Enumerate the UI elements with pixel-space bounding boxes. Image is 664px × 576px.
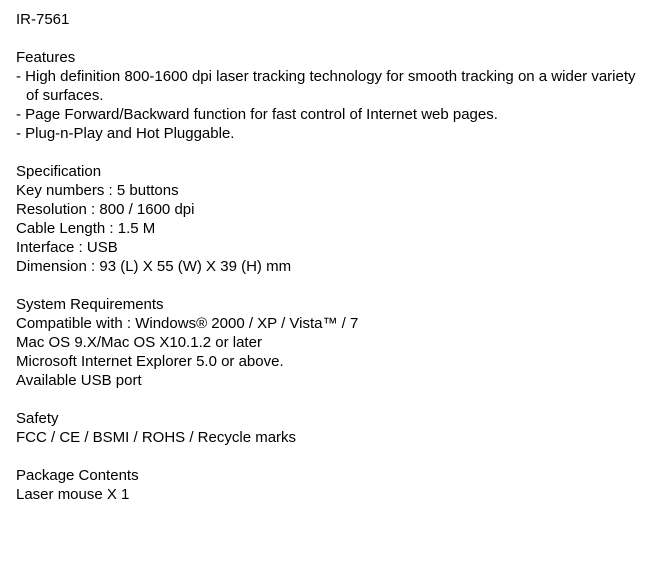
package-item: Laser mouse X 1 [16, 486, 130, 503]
safety-marks: FCC / CE / BSMI / ROHS / Recycle marks [16, 429, 297, 446]
requirement-mac-os: Mac OS 9.X/Mac OS X10.1.2 or later [16, 334, 262, 351]
requirement-usb-port: Available USB port [16, 372, 142, 389]
specification-heading: Specification [16, 163, 102, 180]
spec-cable-length: Cable Length : 1.5 M [16, 220, 156, 237]
requirement-compatibility: Compatible with : Windows® 2000 / XP / Vista™ / 7 [16, 315, 359, 332]
spec-resolution: Resolution : 800 / 1600 dpi [16, 201, 195, 218]
features-heading: Features [16, 49, 76, 66]
spacer [16, 447, 646, 466]
spec-key-numbers: Key numbers : 5 buttons [16, 182, 179, 199]
spacer [16, 29, 646, 48]
safety-heading: Safety [16, 410, 59, 427]
model-number: IR-7561 [16, 11, 70, 28]
feature-item: - High definition 800-1600 dpi laser tracking technology for smooth tracking on a wider variety of surfaces. [16, 68, 640, 104]
spec-dimension: Dimension : 93 (L) X 55 (W) X 39 (H) mm [16, 258, 292, 275]
package-contents-heading: Package Contents [16, 467, 139, 484]
spec-interface: Interface : USB [16, 239, 118, 256]
spacer [16, 276, 646, 295]
feature-item: - Page Forward/Backward function for fast control of Internet web pages. [16, 106, 498, 123]
feature-item: - Plug-n-Play and Hot Pluggable. [16, 125, 235, 142]
system-requirements-heading: System Requirements [16, 296, 164, 313]
product-description [16, 10, 646, 504]
requirement-browser: Microsoft Internet Explorer 5.0 or above. [16, 353, 284, 370]
spacer [16, 143, 646, 162]
spacer [16, 390, 646, 409]
